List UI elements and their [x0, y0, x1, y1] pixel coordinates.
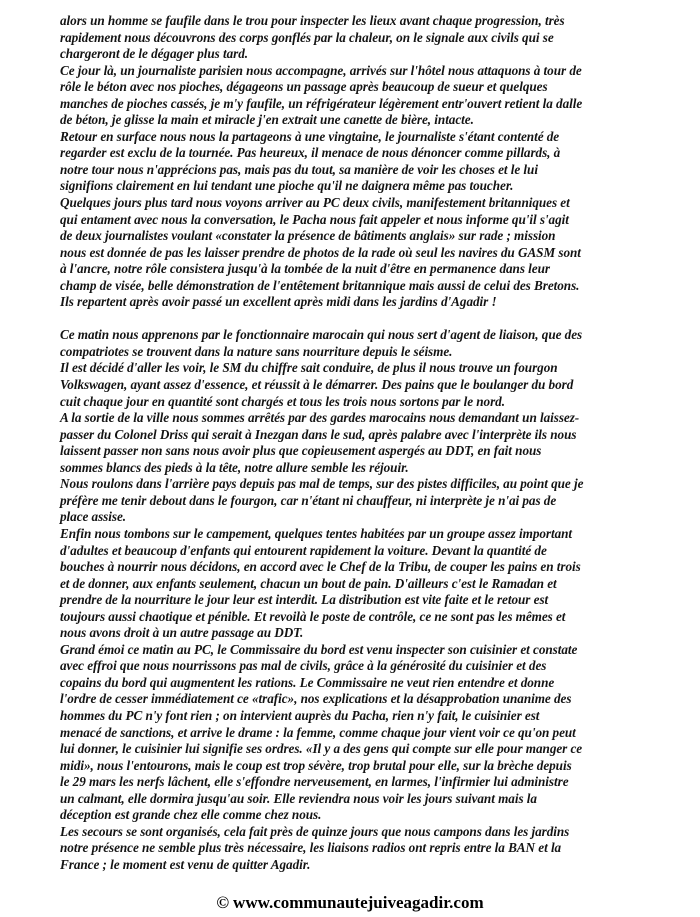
text-line: hommes du PC n'y font rien ; on intervient auprès du Pacha, rien n'y fait, le cuisinier est: [60, 707, 540, 723]
text-line: de deux journalistes voulant «constater la présence de bâtiments anglais» sur rade ; mission: [60, 228, 556, 244]
text-line: rôle le béton avec nos pioches, dégageons un passage après beaucoup de sueur et quelques: [60, 79, 548, 95]
text-line: Ils repartent après avoir passé un excellent après midi dans les jardins d'Agadir !: [60, 294, 497, 310]
footer-url: www.communautejuiveagadir.com: [233, 893, 484, 912]
text-line: compatriotes se trouvent dans la nature sans nourriture depuis le séisme.: [60, 343, 453, 359]
text-line: de béton, je glisse la main et miracle j'en extrait une canette de bière, intacte.: [60, 112, 474, 128]
paragraph-break: [60, 311, 660, 328]
text-line: Grand émoi ce matin au PC, le Commissaire du bord est venu inspecter son cuisinier et constate: [60, 641, 578, 657]
document-body: [60, 13, 660, 873]
text-line: passer du Colonel Driss qui serait à Inezgan dans le sud, après palabre avec l'interprète ils nous: [60, 426, 577, 442]
text-line: midi», nous l'entourons, mais le coup est trop sévère, trop brutal pour elle, sur la brèche depuis: [60, 757, 572, 773]
text-line: copains du bord qui augmentent les rations. Le Commissaire ne veut rien entendre et donne: [60, 674, 555, 690]
text-line: Enfin nous tombons sur le campement, quelques tentes habitées par un groupe assez important: [60, 525, 573, 541]
text-line: sommes blancs des pieds à la tête, notre allure semble les réjouir.: [60, 459, 409, 475]
text-line: déception est grande chez elle comme chez nous.: [60, 807, 322, 823]
text-line: lui donner, le cuisinier lui signifie ses ordres. «Il y a des gens qui compte sur elle pour manger ce: [60, 741, 583, 757]
text-line: un calmant, elle dormira jusqu'au soir. Elle reviendra nous voir les jours suivant mais la: [60, 790, 537, 806]
footer-credit: [0, 893, 700, 913]
text-line: Les secours se sont organisés, cela fait près de quinze jours que nous campons dans les jardins: [60, 823, 570, 839]
text-line: manches de pioches cassés, je m'y faufile, un réfrigérateur légèrement entr'ouvert retient la dalle: [60, 95, 583, 111]
text-line: menacé de sanctions, et arrive le drame : la femme, comme chaque jour vient voir ce qu'on peut: [60, 724, 576, 740]
text-line: Retour en surface nous nous la partageons à une vingtaine, le journaliste s'étant contenté de: [60, 128, 560, 144]
text-line: Quelques jours plus tard nous voyons arriver au PC deux civils, manifestement britanniques et: [60, 195, 570, 211]
text-line: signifions clairement en lui tendant une pioche qu'il ne daignera même pas toucher.: [60, 178, 514, 194]
text-line: à l'ancre, notre rôle consistera jusqu'à la tombée de la nuit d'être en permanence dans leur: [60, 261, 550, 277]
text-line: toujours aussi chaotique et pénible. Et revoilà le poste de contrôle, ce ne sont pas les mêmes et: [60, 608, 566, 624]
text-line: place assise.: [60, 509, 127, 525]
text-line: nous avons droit à un autre passage au DDT.: [60, 625, 304, 641]
text-line: regarder est exclu de la tournée. Pas heureux, il menace de nous dénoncer comme pillards, à: [60, 145, 561, 161]
text-line: prendre de la nourriture le jour leur est interdit. La distribution est vite faite et le retour est: [60, 592, 549, 608]
text-line: le 29 mars les nerfs lâchent, elle s'effondre nerveusement, en larmes, l'infirmier lui administre: [60, 774, 569, 790]
text-line: laissent passer non sans nous avoir plus que copieusement aspergés au DDT, en fait nous: [60, 443, 542, 459]
text-line: préfère me tenir debout dans le fourgon, car n'étant ni chauffeur, ni interprète je n'ai pas de: [60, 492, 557, 508]
text-line: nous est donnée de pas les laisser prendre de photos de la rade où seul les navires du GASM sont: [60, 244, 581, 260]
text-line: notre présence ne semble plus très nécessaire, les liaisons radios ont repris entre la BAN et la: [60, 840, 562, 856]
text-line: avec effroi que nous nourrissons pas mal de civils, grâce à la générosité du cuisinier et des: [60, 658, 547, 674]
text-line: Nous roulons dans l'arrière pays depuis pas mal de temps, sur des pistes difficiles, au point que je: [60, 476, 584, 492]
text-line: d'adultes et beaucoup d'enfants qui entourent rapidement la voiture. Devant la quantité de: [60, 542, 547, 558]
text-line: France ; le moment est venu de quitter Agadir.: [60, 856, 311, 872]
text-line: A la sortie de la ville nous sommes arrêtés par des gardes marocains nous demandant un laissez-: [60, 410, 580, 426]
text-line: bouches à nourrir nous décidons, en accord avec le Chef de la Tribu, de couper les pains en trois: [60, 559, 581, 575]
copyright-icon: ©: [216, 893, 230, 912]
text-line: notre tour nous n'apprécions pas, mais pas du tout, sa manière de voir les choses et le lui: [60, 161, 538, 177]
text-line: Il est décidé d'aller les voir, le SM du chiffre sait conduire, de plus il nous trouve un fourgon: [60, 360, 558, 376]
text-line: champ de visée, belle démonstration de l'entêtement britannique mais aussi de celui des Bretons.: [60, 277, 580, 293]
text-line: et de donner, aux enfants seulement, chacun un bout de pain. D'ailleurs c'est le Ramadan et: [60, 575, 557, 591]
text-line: l'ordre de cesser immédiatement ce «trafic», nos explications et la désapprobation unanime des: [60, 691, 572, 707]
text-line: Ce jour là, un journaliste parisien nous accompagne, arrivés sur l'hôtel nous attaquons à tour de: [60, 62, 582, 78]
text-line: cuit chaque jour en quantité sont chargés et tous les trois nous sortons par le nord.: [60, 393, 505, 409]
text-line: qui entament avec nous la conversation, le Pacha nous fait appeler et nous informe qu'il s'agit: [60, 211, 569, 227]
text-line: rapidement nous découvrons des corps gonflés par la chaleur, on le signale aux civils qui se: [60, 29, 554, 45]
text-line: chargeront de le dégager plus tard.: [60, 46, 249, 62]
text-line: Ce matin nous apprenons par le fonctionnaire marocain qui nous sert d'agent de liaison, que des: [60, 327, 583, 343]
text-line: alors un homme se faufile dans le trou pour inspecter les lieux avant chaque progression, très: [60, 13, 565, 28]
text-line: Volkswagen, ayant assez d'essence, et réussit à le démarrer. Des pains que le boulanger du bord: [60, 377, 574, 393]
